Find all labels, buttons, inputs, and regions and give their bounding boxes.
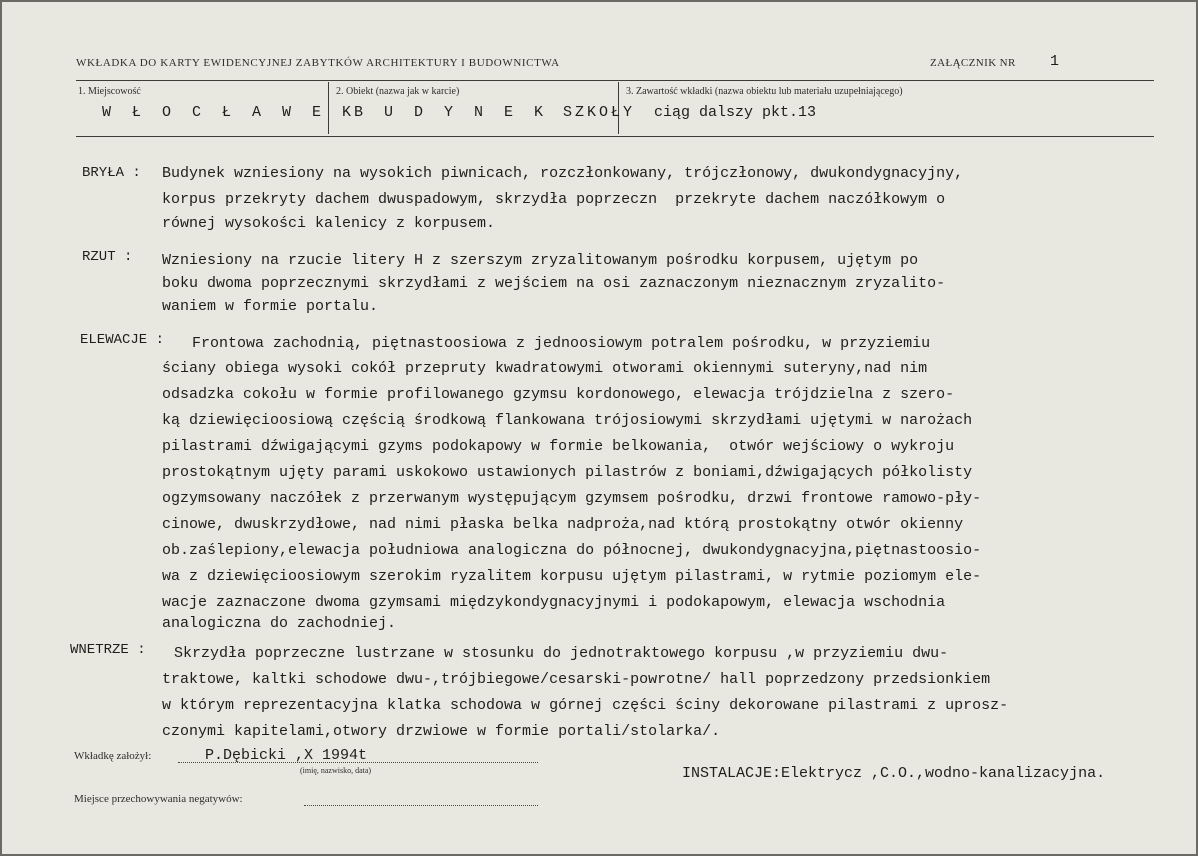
card-title: WKŁADKA DO KARTY EWIDENCYJNEJ ZABYTKÓW ARCHITEKTURY I BUDOWNICTWA xyxy=(76,57,560,69)
text-line: analogiczna do zachodniej. xyxy=(162,615,397,632)
text-line: odsadzka cokołu w formie profilowanego gzymsu kordonowego, elewacja trójdzielna z szero- xyxy=(162,386,955,403)
text-line: ką dziewięcioosiową częścią środkową flankowana trójosiowymi skrzydłami ujętymi w narożach xyxy=(162,412,973,429)
object-value xyxy=(354,104,635,121)
text-line: cinowe, dwuskrzydłowe, nad nimi płaska belka nadproża,nad którą prostokątny otwór okienny xyxy=(162,516,964,533)
text-line: boku dwoma poprzecznymi skrzydłami z wejściem na osi zaznaczonym nieznacznym zryzalito- xyxy=(162,275,946,292)
section-label-elewacje: ELEWACJE : xyxy=(80,332,165,348)
section-label-bryla: BRYŁA : xyxy=(82,165,141,181)
object-value-part1: B U D Y N E K xyxy=(354,104,550,121)
founder-label: Wkładkę założył: xyxy=(74,750,152,762)
annex-label: ZAŁĄCZNIK NR xyxy=(930,57,1016,69)
founder-value: P.Dębicki ,X 1994t xyxy=(205,747,368,764)
text-line: ściany obiega wysoki cokół przepruty kwadratowymi otworami okiennymi suteryny,nad nim xyxy=(162,360,928,377)
location-value: W Ł O C Ł A W E K xyxy=(102,104,358,121)
text-line: waniem w formie portalu. xyxy=(162,298,379,315)
location-label: 1. Miejscowość xyxy=(78,86,141,97)
text-line: ob.zaślepiony,elewacja południowa analogiczna do północnej, dwukondygnacyjna,piętnastoosio- xyxy=(162,542,982,559)
text-line: równej wysokości kalenicy z korpusem. xyxy=(162,215,496,232)
content-label: 3. Zawartość wkładki (nazwa obiektu lub materiału uzupełniającego) xyxy=(626,86,903,97)
section-label-rzut: RZUT : xyxy=(82,249,133,265)
text-line: pilastrami dźwigającymi gzyms podokapowy w formie belkowania, otwór wejściowy o wykroju xyxy=(162,438,955,455)
header-rule-top xyxy=(76,80,1154,81)
text-line: czonymi kapitelami,otwory drzwiowe w formie portali/stolarka/. xyxy=(162,723,721,740)
text-line: wacje zaznaczone dwoma gzymsami międzykondygnacyjnymi i podokapowym, elewacja wschodnia xyxy=(162,594,946,611)
text-line: korpus przekryty dachem dwuspadowym, skrzydła poprzeczn przekryte dachem naczółkowym o xyxy=(162,191,946,208)
founder-hint: (imię, nazwisko, data) xyxy=(300,766,372,775)
text-line: Budynek wzniesiony na wysokich piwnicach, rozczłonkowany, trójczłonowy, dwukondygnacyjny, xyxy=(162,165,964,182)
text-line: ogzymsowany naczółek z przerwanym występującym gzymsem pośrodku, drzwi frontowe ramowo-pły- xyxy=(162,490,982,507)
object-label: 2. Obiekt (nazwa jak w karcie) xyxy=(336,86,460,97)
text-line: prostokątnym ujęty parami uskokowo ustawionych pilastrów z boniami,dźwigających półkolisty xyxy=(162,464,973,481)
text-line: w którym reprezentacyjna klatka schodowa w górnej części ściny dekorowane pilastrami z uprosz- xyxy=(162,697,1009,714)
content-value: ciąg dalszy pkt.13 xyxy=(654,104,817,121)
text-line: traktowe, kaltki schodowe dwu-,trójbiegowe/cesarski-powrotne/ hall poprzedzony przedsionkiem xyxy=(162,671,991,688)
text-line: wa z dziewięcioosiowym szerokim ryzalitem korpusu ujętym pilastrami, w rytmie poziomym ele- xyxy=(162,568,982,585)
text-line: Skrzydła poprzeczne lustrzane w stosunku do jednotraktowego korpusu ,w przyziemiu dwu- xyxy=(174,645,949,662)
annex-number: 1 xyxy=(1050,53,1060,70)
object-value-part2: SZKOŁY xyxy=(563,104,636,121)
text-line: Wzniesiony na rzucie litery H z szerszym zryzalitowanym pośrodku korpusem, ujętym po xyxy=(162,252,919,269)
text-line: Frontowa zachodnią, piętnastoosiowa z jednoosiowym potralem pośrodku, w przyziemiu xyxy=(192,335,931,352)
header-rule-bottom xyxy=(76,136,1154,137)
section-label-wnetrze: WNETRZE : xyxy=(70,642,146,658)
negatives-label: Miejsce przechowywania negatywów: xyxy=(74,793,243,805)
installations-text: INSTALACJE:Elektrycz ,C.O.,wodno-kanalizacyjna. xyxy=(682,765,1106,782)
negatives-dotted-line xyxy=(304,804,538,806)
